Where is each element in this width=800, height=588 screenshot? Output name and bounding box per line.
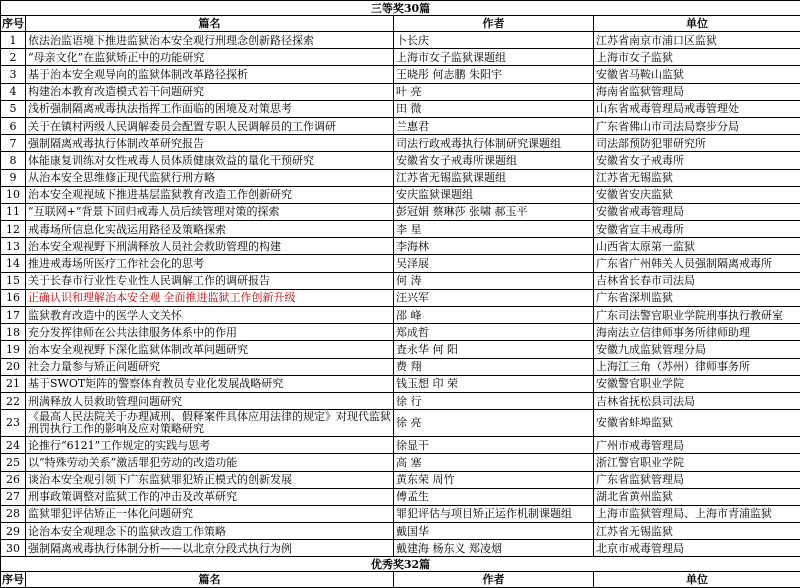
unit-cell: 吉林省长春市司法局 <box>594 272 800 289</box>
author-cell: 上海市女子监狱课题组 <box>394 49 594 66</box>
paper-title: “母亲文化”在监狱矫正中的功能研究 <box>26 49 394 66</box>
author-cell: 李 星 <box>394 221 594 238</box>
row-number: 8 <box>1 152 26 169</box>
unit-cell: 安徽省女子戒毒所 <box>594 152 800 169</box>
table-row <box>1 410 800 437</box>
table-row <box>1 272 800 289</box>
author-cell: 王晓彤 何志鹏 朱阳宇 <box>394 66 594 83</box>
author-cell: 安庆监狱课题组 <box>394 186 594 203</box>
paper-title: “互联网+”背景下回归戒毒人员后续管理对策的探索 <box>26 203 394 220</box>
author-cell: 安徽省女子戒毒所课题组 <box>394 152 594 169</box>
unit-cell: 安徽省安庆监狱 <box>594 186 800 203</box>
table-row <box>1 488 800 505</box>
paper-title: 社会力量参与矫正问题研究 <box>26 358 394 375</box>
author-cell: 罪犯评估与项目矫正运作机制课题组 <box>394 505 594 522</box>
row-number: 26 <box>1 471 26 488</box>
row-number: 24 <box>1 437 26 454</box>
unit-cell: 江苏省南京市浦口区监狱 <box>594 32 800 49</box>
paper-title: 监狱教育改造中的医学人文关怀 <box>26 307 394 324</box>
author-cell: 吴泽展 <box>394 255 594 272</box>
paper-title: 关于长春市行业性专业性人民调解工作的调研报告 <box>26 272 394 289</box>
header-unit: 单位 <box>594 572 800 588</box>
header-title: 篇名 <box>26 572 394 588</box>
table-row <box>1 83 800 100</box>
author-cell: 田 微 <box>394 100 594 117</box>
table-row <box>1 540 800 557</box>
table-row <box>1 203 800 220</box>
paper-title: 治本安全观视野下深化监狱体制改革问题研究 <box>26 341 394 358</box>
author-cell: 査永华 何 阳 <box>394 341 594 358</box>
unit-cell: 广东省深圳监狱 <box>594 289 800 306</box>
unit-cell: 浙江警官职业学院 <box>594 454 800 471</box>
author-cell: 邵 峰 <box>394 307 594 324</box>
section-header-row <box>1 557 800 572</box>
paper-title: 推进戒毒场所医疗工作社会化的思考 <box>26 255 394 272</box>
row-number: 17 <box>1 307 26 324</box>
table-row <box>1 324 800 341</box>
column-header-row <box>1 16 800 32</box>
table-row <box>1 100 800 117</box>
row-number: 3 <box>1 66 26 83</box>
table-row <box>1 117 800 134</box>
header-no: 序号 <box>1 16 26 32</box>
paper-title: 监狱罪犯评估矫正一体化问题研究 <box>26 505 394 522</box>
table-row <box>1 437 800 454</box>
row-number: 19 <box>1 341 26 358</box>
row-number: 16 <box>1 289 26 306</box>
author-cell: 高 塞 <box>394 454 594 471</box>
paper-title: 浅析强制隔离戒毒执法指挥工作面临的困境及对策思考 <box>26 100 394 117</box>
table-row <box>1 289 800 306</box>
table-row <box>1 66 800 83</box>
unit-cell: 江苏省无锡监狱 <box>594 523 800 540</box>
row-number: 2 <box>1 49 26 66</box>
row-number: 28 <box>1 505 26 522</box>
author-cell: 叶 亮 <box>394 83 594 100</box>
table-row <box>1 238 800 255</box>
paper-title: 强制隔离戒毒执行体制分析——以北京分段式执行为例 <box>26 540 394 557</box>
row-number: 20 <box>1 358 26 375</box>
author-cell: 兰惠君 <box>394 117 594 134</box>
paper-title: 强制隔离戒毒执行体制改革研究报告 <box>26 135 394 152</box>
unit-cell: 山东省戒毒管理局戒毒管理处 <box>594 100 800 117</box>
header-no: 序号 <box>1 572 26 588</box>
table-row <box>1 375 800 392</box>
unit-cell: 上海市女子监狱 <box>594 49 800 66</box>
paper-title: 从治本安全思维修正现代监狱行刑方略 <box>26 169 394 186</box>
author-cell: 彭冠娟 蔡琳莎 张啸 郝玉平 <box>394 203 594 220</box>
paper-title: 刑事政策调整对监狱工作的冲击及改革研究 <box>26 488 394 505</box>
row-number: 21 <box>1 375 26 392</box>
paper-title: 以“特殊劳动关系”激活罪犯劳动的改造功能 <box>26 454 394 471</box>
header-author: 作者 <box>394 572 594 588</box>
paper-title: 关于在镇村两级人民调解委员会配置专职人民调解员的工作调研 <box>26 117 394 134</box>
row-number: 11 <box>1 203 26 220</box>
unit-cell: 上海市监狱管理局、上海市青浦监狱 <box>594 505 800 522</box>
author-cell: 傅孟生 <box>394 488 594 505</box>
paper-title: 《最高人民法院关于办理减刑、假释案件具体应用法律的规定》对现代监狱刑罚执行工作的影响及应对策略研究 <box>26 410 394 437</box>
unit-cell: 海南法立信律师事务所律师助理 <box>594 324 800 341</box>
unit-cell: 山西省太原第一监狱 <box>594 238 800 255</box>
unit-cell: 安徽省蚌埠监狱 <box>594 410 800 437</box>
row-number: 15 <box>1 272 26 289</box>
table-row <box>1 32 800 49</box>
table-row <box>1 523 800 540</box>
header-title: 篇名 <box>26 16 394 32</box>
unit-cell: 海南省监狱管理局 <box>594 83 800 100</box>
unit-cell: 吉林省抚松县司法局 <box>594 392 800 409</box>
author-cell: 戴建海 杨东义 郑凌烟 <box>394 540 594 557</box>
author-cell: 黄东荣 周竹 <box>394 471 594 488</box>
row-number: 9 <box>1 169 26 186</box>
table-row <box>1 152 800 169</box>
section-title-third-prize: 三等奖30篇 <box>1 1 800 16</box>
paper-title: 构建治本教育改造模式若干问题研究 <box>26 83 394 100</box>
author-cell: 徐 亮 <box>394 410 594 437</box>
unit-cell: 安徽警官职业学院 <box>594 375 800 392</box>
row-number: 23 <box>1 410 26 437</box>
unit-cell: 司法部预防犯罪研究所 <box>594 135 800 152</box>
table-row <box>1 49 800 66</box>
paper-title: 体能康复训练对女性戒毒人员体质健康效益的量化干预研究 <box>26 152 394 169</box>
unit-cell: 广东省佛山市司法局察步分局 <box>594 117 800 134</box>
author-cell: 钱玉想 印 荣 <box>394 375 594 392</box>
table-row <box>1 392 800 409</box>
row-number: 1 <box>1 32 26 49</box>
table-row <box>1 358 800 375</box>
row-number: 7 <box>1 135 26 152</box>
header-author: 作者 <box>394 16 594 32</box>
table-row <box>1 454 800 471</box>
unit-cell: 湖北省黄州监狱 <box>594 488 800 505</box>
unit-cell: 上海江三角（苏州）律师事务所 <box>594 358 800 375</box>
unit-cell: 安徽省宣丰戒毒所 <box>594 221 800 238</box>
unit-cell: 北京市戒毒管理局 <box>594 540 800 557</box>
table-row <box>1 341 800 358</box>
section-title-excellence-prize: 优秀奖32篇 <box>1 557 800 572</box>
unit-cell: 安徽九成监狱管理分局 <box>594 341 800 358</box>
unit-cell: 广东省监狱管理局 <box>594 471 800 488</box>
row-number: 22 <box>1 392 26 409</box>
unit-cell: 江苏省无锡监狱 <box>594 169 800 186</box>
author-cell: 费 翔 <box>394 358 594 375</box>
table-row <box>1 135 800 152</box>
section-header-row <box>1 1 800 16</box>
row-number: 4 <box>1 83 26 100</box>
paper-title: 论治本安全观理念下的监狱改造工作策略 <box>26 523 394 540</box>
paper-title: 治本安全观视域下推进基层监狱教育改造工作创新研究 <box>26 186 394 203</box>
table-row <box>1 471 800 488</box>
row-number: 5 <box>1 100 26 117</box>
paper-title: 正确认识和理解治本安全观 全面推进监狱工作创新升级 <box>26 289 394 306</box>
author-cell: 郑成哲 <box>394 324 594 341</box>
author-cell: 徐 行 <box>394 392 594 409</box>
row-number: 27 <box>1 488 26 505</box>
row-number: 25 <box>1 454 26 471</box>
author-cell: 何 涛 <box>394 272 594 289</box>
paper-title: 基于SWOT矩阵的警察体育教员专业化发展战略研究 <box>26 375 394 392</box>
row-number: 6 <box>1 117 26 134</box>
paper-title: 治本安全观视野下刑满释放人员社会救助管理的构建 <box>26 238 394 255</box>
row-number: 10 <box>1 186 26 203</box>
paper-title: 依法治监语境下推进监狱治本安全观行刑理念创新路径探索 <box>26 32 394 49</box>
table-row <box>1 255 800 272</box>
table-row <box>1 307 800 324</box>
unit-cell: 安徽省戒毒管理局 <box>594 203 800 220</box>
row-number: 13 <box>1 238 26 255</box>
author-cell: 汪兴军 <box>394 289 594 306</box>
author-cell: 徐显干 <box>394 437 594 454</box>
unit-cell: 广东省广州韩关人员强制隔离戒毒所 <box>594 255 800 272</box>
paper-title: 戒毒场所信息化实战运用路径及策略探索 <box>26 221 394 238</box>
paper-title: 基于治本安全观导向的监狱体制改革路径探析 <box>26 66 394 83</box>
author-cell: 江苏省无锡监狱课题组 <box>394 169 594 186</box>
row-number: 29 <box>1 523 26 540</box>
author-cell: 卜长庆 <box>394 32 594 49</box>
row-number: 12 <box>1 221 26 238</box>
unit-cell: 广东司法警官职业学院刑事执行教研室 <box>594 307 800 324</box>
unit-cell: 广州市戒毒管理局 <box>594 437 800 454</box>
author-cell: 李海林 <box>394 238 594 255</box>
author-cell: 司法行政戒毒执行体制研究课题组 <box>394 135 594 152</box>
paper-title: 充分发挥律师在公共法律服务体系中的作用 <box>26 324 394 341</box>
row-number: 14 <box>1 255 26 272</box>
author-cell: 戴国华 <box>394 523 594 540</box>
header-unit: 单位 <box>594 16 800 32</box>
table-row <box>1 505 800 522</box>
unit-cell: 安徽省马鞍山监狱 <box>594 66 800 83</box>
table-row <box>1 221 800 238</box>
column-header-row <box>1 572 800 588</box>
paper-title: 谈治本安全观引领下广东监狱罪犯矫正模式的创新发展 <box>26 471 394 488</box>
table-row <box>1 186 800 203</box>
paper-title: 刑满释放人员救助管理问题研究 <box>26 392 394 409</box>
paper-title: 论推行“6121”工作规定的实践与思考 <box>26 437 394 454</box>
row-number: 18 <box>1 324 26 341</box>
row-number: 30 <box>1 540 26 557</box>
table-row <box>1 169 800 186</box>
